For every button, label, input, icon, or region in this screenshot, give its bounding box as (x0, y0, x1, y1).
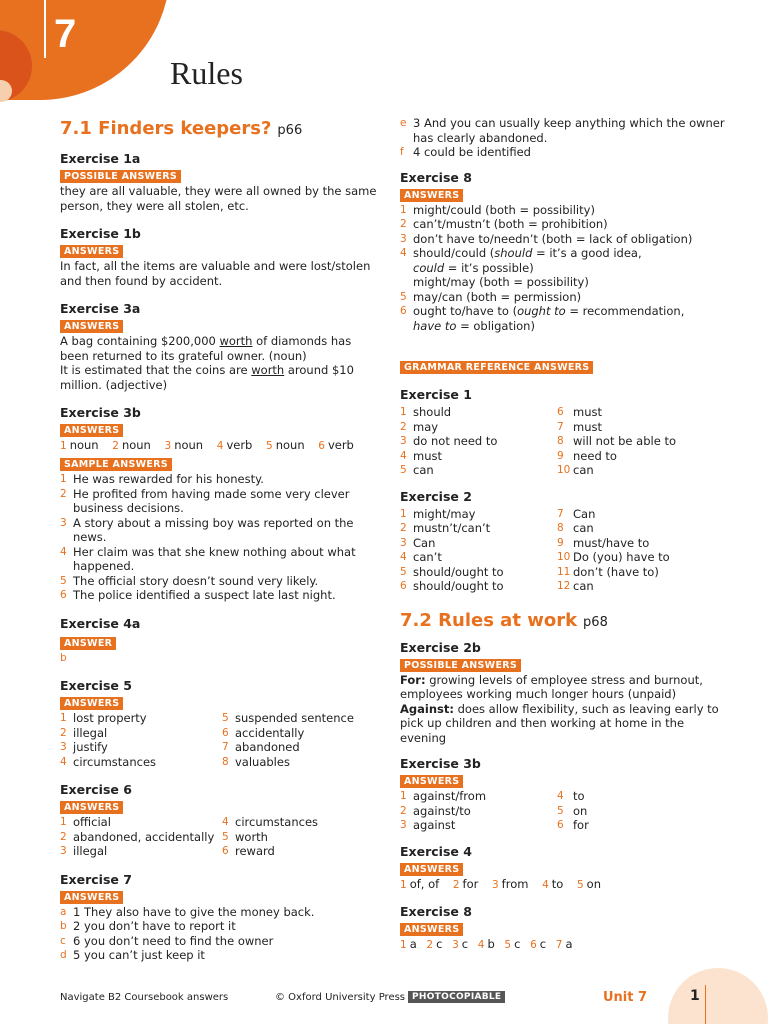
list-item: 2 abandoned, accidentally (60, 829, 215, 844)
section-title-text: 7.2 Rules at work (400, 609, 578, 631)
list-item: 6 should/ought to (400, 579, 504, 593)
exercise-heading: Exercise 2 (400, 488, 472, 504)
exercise-heading: Exercise 3b (400, 756, 481, 771)
answers-badge: ANSWERS (400, 863, 463, 876)
list-item: 1 should (400, 405, 452, 419)
answer-text: For: growing levels of employee stress and burnout, employees working much longer hours (unpaid) (400, 672, 703, 701)
list-item: 6 reward (222, 844, 275, 858)
section-title-7-2 (400, 610, 730, 631)
list-item: 8 will not be able to (557, 434, 676, 448)
list-item: f 4 could be identified (400, 145, 531, 159)
list-item: e 3 And you can usually keep anything which the owner has clearly abandoned. (400, 116, 725, 145)
list-item: 4 Her claim was that she knew nothing about what happened. (60, 544, 356, 573)
exercise-heading: Exercise 3a (60, 301, 141, 316)
list-item: 3 against (400, 818, 456, 832)
exercise-heading: Exercise 2b (400, 639, 481, 655)
list-item: 2 mustn’t/can’t (400, 521, 491, 535)
list-item: 4 can’t (400, 550, 442, 564)
answer-text: b (60, 651, 67, 664)
answers-badge: POSSIBLE ANSWERS (400, 659, 521, 672)
list-item: 2 He profited from having made some very clever business decisions. (60, 486, 350, 515)
answers-badge: POSSIBLE ANSWERS (60, 170, 181, 183)
list-item: d 5 you can’t just keep it (60, 948, 205, 962)
section-title-7-1 (60, 118, 380, 139)
list-item: 8 can (557, 521, 594, 535)
answer-grid (60, 815, 380, 859)
list-item: 5 can (400, 463, 434, 477)
footer-copyright: © Oxford University Press (275, 992, 406, 1003)
list-item: 1 might/may (400, 506, 476, 521)
footer-divider (705, 985, 706, 1024)
footer-unit-label: Unit 7 (603, 990, 648, 1005)
list-item: 3 A story about a missing boy was reported on the news. (60, 515, 354, 544)
grammar-reference-badge: GRAMMAR REFERENCE ANSWERS (400, 361, 593, 374)
section-page-ref: p68 (583, 614, 608, 630)
list-item: 5 worth (222, 829, 268, 844)
exercise-heading: Exercise 8 (400, 169, 472, 185)
list-item: 7 Can (557, 506, 596, 521)
list-item: 6 for (557, 818, 589, 832)
answer-text: Against: does allow flexibility, such as leaving early to pick up children and then working at home in the evening (400, 701, 719, 745)
unit-divider (44, 0, 46, 58)
list-item: a 1 They also have to give the money back. (60, 904, 315, 919)
list-item: 10 Do (you) have to (557, 550, 670, 564)
answer-text: A bag containing $200,000 worth of diamonds has been returned to its grateful owner. (noun) (60, 334, 352, 363)
answers-badge: ANSWERS (60, 801, 123, 814)
answer-text: they are all valuable, they were all owned by the same person, they were all stolen, etc. (60, 184, 377, 213)
list-item: 2 can’t/mustn’t (both = prohibition) (400, 217, 608, 231)
list-item: 7 abandoned (222, 740, 300, 754)
list-item: 8 valuables (222, 754, 290, 769)
list-item: 3 do not need to (400, 434, 498, 448)
answer-text: It is estimated that the coins are worth around $10 million. (adjective) (60, 363, 354, 392)
answers-badge: ANSWERS (400, 923, 463, 936)
exercise-heading: Exercise 1a (60, 151, 141, 166)
list-item: 1 might/could (both = possibility) (400, 202, 595, 217)
list-item: 2 against/to (400, 803, 471, 818)
list-item: 2 illegal (60, 725, 108, 740)
answers-badge: ANSWERS (60, 320, 123, 333)
list-item: 9 must/have to (557, 535, 650, 550)
unit-number: 7 (54, 12, 77, 56)
list-item: 1 against/from (400, 789, 487, 803)
list-item: 1 He was rewarded for his honesty. (60, 472, 264, 486)
list-item: 4 to (557, 789, 585, 803)
exercise-heading: Exercise 4a (60, 615, 141, 631)
list-item: 11 don’t (have to) (557, 564, 659, 579)
list-item: 2 may (400, 419, 439, 434)
left-column (60, 118, 380, 963)
photocopiable-badge: PHOTOCOPIABLE (408, 991, 505, 1003)
exercise-heading: Exercise 5 (60, 678, 132, 693)
list-item: 12 can (557, 579, 594, 593)
list-item: 5 on (557, 803, 588, 818)
answer-row: 1 noun 2 noun 3 noun 4 verb 5 noun 6 verb (60, 438, 354, 452)
list-item: c 6 you don’t need to find the owner (60, 933, 274, 948)
list-item: 3 justify (60, 740, 108, 754)
list-item: 6 ought to/have to (ought to = recommendation, have to = obligation) (400, 304, 685, 333)
list-item: 5 suspended sentence (222, 711, 354, 725)
footer-page-circle (668, 968, 768, 1024)
list-item: 4 circumstances (222, 815, 319, 829)
list-item: 9 need to (557, 448, 617, 463)
list-item: 3 Can (400, 535, 436, 550)
answer-grid (400, 405, 730, 478)
list-item: 5 should/ought to (400, 564, 504, 579)
answers-badge: ANSWERS (60, 891, 123, 904)
exercise-heading: Exercise 7 (60, 871, 132, 887)
list-item: 1 official (60, 815, 111, 829)
page-title: Rules (170, 55, 243, 91)
answer-grid (400, 507, 730, 594)
exercise-heading: Exercise 4 (400, 843, 472, 859)
list-item: 5 may/can (both = permission) (400, 289, 582, 304)
answer-grid (60, 711, 380, 769)
answers-badge: ANSWER (60, 637, 116, 650)
list-item: 5 The official story doesn’t sound very likely. (60, 573, 319, 588)
list-item: 1 lost property (60, 711, 147, 725)
page-number: 1 (690, 988, 700, 1004)
answers-badge: ANSWERS (400, 775, 463, 788)
answer-grid (400, 789, 730, 833)
list-item: 4 must (400, 448, 442, 463)
answers-badge: ANSWERS (60, 697, 123, 710)
answers-badge: ANSWERS (400, 189, 463, 202)
section-page-ref: p66 (277, 123, 303, 138)
answer-row: 1 a 2 c 3 c 4 b 5 c 6 c 7 a (400, 936, 573, 951)
list-item: 4 should/could (should = it’s a good idea, could = it’s possible) might/may (both = possibility) (400, 246, 642, 289)
list-item: 6 must (557, 405, 602, 419)
right-column (400, 116, 730, 953)
list-item: 6 accidentally (222, 725, 305, 740)
list-item: 10 can (557, 463, 594, 477)
list-item: 6 The police identified a suspect late last night. (60, 588, 336, 602)
exercise-heading: Exercise 6 (60, 782, 132, 797)
section-title-text: 7.1 Finders keepers? (60, 118, 272, 139)
exercise-heading: Exercise 8 (400, 903, 472, 919)
list-item: 3 don’t have to/needn’t (both = lack of obligation) (400, 231, 693, 246)
footer-book-title: Navigate B2 Coursebook answers (60, 992, 229, 1003)
list-item: b 2 you don’t have to report it (60, 919, 236, 933)
list-item: 7 must (557, 419, 602, 434)
exercise-heading: Exercise 1b (60, 226, 141, 241)
answer-text: In fact, all the items are valuable and were lost/stolen and then found by accident. (60, 259, 371, 288)
exercise-heading: Exercise 3b (60, 405, 141, 420)
list-item: 4 circumstances (60, 754, 157, 769)
answers-badge: ANSWERS (60, 245, 123, 258)
list-item: 3 illegal (60, 844, 108, 858)
answers-badge: ANSWERS (60, 424, 123, 437)
sample-answers-badge: SAMPLE ANSWERS (60, 458, 172, 471)
exercise-heading: Exercise 1 (400, 387, 472, 402)
answer-row: 1 of, of 2 for 3 from 4 to 5 on (400, 876, 601, 891)
